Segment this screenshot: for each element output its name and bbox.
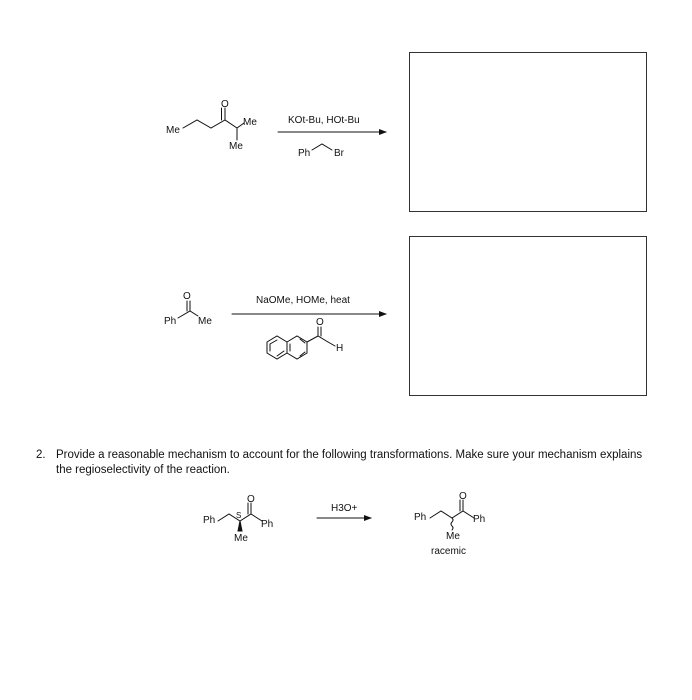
reaction3-product	[430, 500, 474, 530]
r3-product-o-label: O	[459, 491, 467, 502]
reaction1-starting-material	[183, 108, 244, 140]
r2-aldehyde-o-label: O	[316, 317, 324, 328]
r1-me-bottom-label: Me	[229, 141, 243, 152]
reaction2-starting-material	[178, 301, 198, 318]
r3-product-ph-left-label: Ph	[414, 512, 427, 523]
r1-carbonyl-o-label: O	[221, 99, 229, 110]
r1-base-conditions: KOt-Bu, HOt-Bu	[288, 115, 360, 126]
r1-me-left-label: Me	[166, 125, 180, 136]
r2-conditions: NaOMe, HOMe, heat	[256, 295, 350, 306]
r3-reagent: H3O+	[331, 503, 358, 514]
r1-me-right-label: Me	[243, 117, 257, 128]
reaction1-reagent-benzyl-bromide	[312, 144, 332, 150]
r3-carbonyl-o-label: O	[247, 494, 255, 505]
r1-benzyl-ph-label: Ph	[298, 148, 311, 159]
r1-benzyl-br-label: Br	[334, 148, 344, 159]
r2-me-label: Me	[198, 316, 212, 327]
r3-product-ph-right-label: Ph	[473, 514, 486, 525]
r3-product-me-label: Me	[446, 531, 460, 542]
r3-stereo-descriptor: S	[236, 511, 242, 520]
r2-ph-label: Ph	[164, 316, 177, 327]
question-text: Provide a reasonable mechanism to account for the following transformations. Make sure your mechanism explains the regioselectivity of the reaction.	[56, 449, 643, 476]
question-number: 2.	[36, 449, 46, 461]
r3-racemic-note: racemic	[431, 546, 467, 557]
reaction2-reagent-naphthaldehyde	[267, 327, 335, 359]
r3-me-label: Me	[234, 533, 248, 544]
r3-ph-right-label: Ph	[261, 519, 274, 530]
r2-aldehyde-h-label: H	[336, 343, 344, 354]
r3-ph-left-label: Ph	[203, 515, 216, 526]
r2-carbonyl-o-label: O	[183, 291, 191, 302]
